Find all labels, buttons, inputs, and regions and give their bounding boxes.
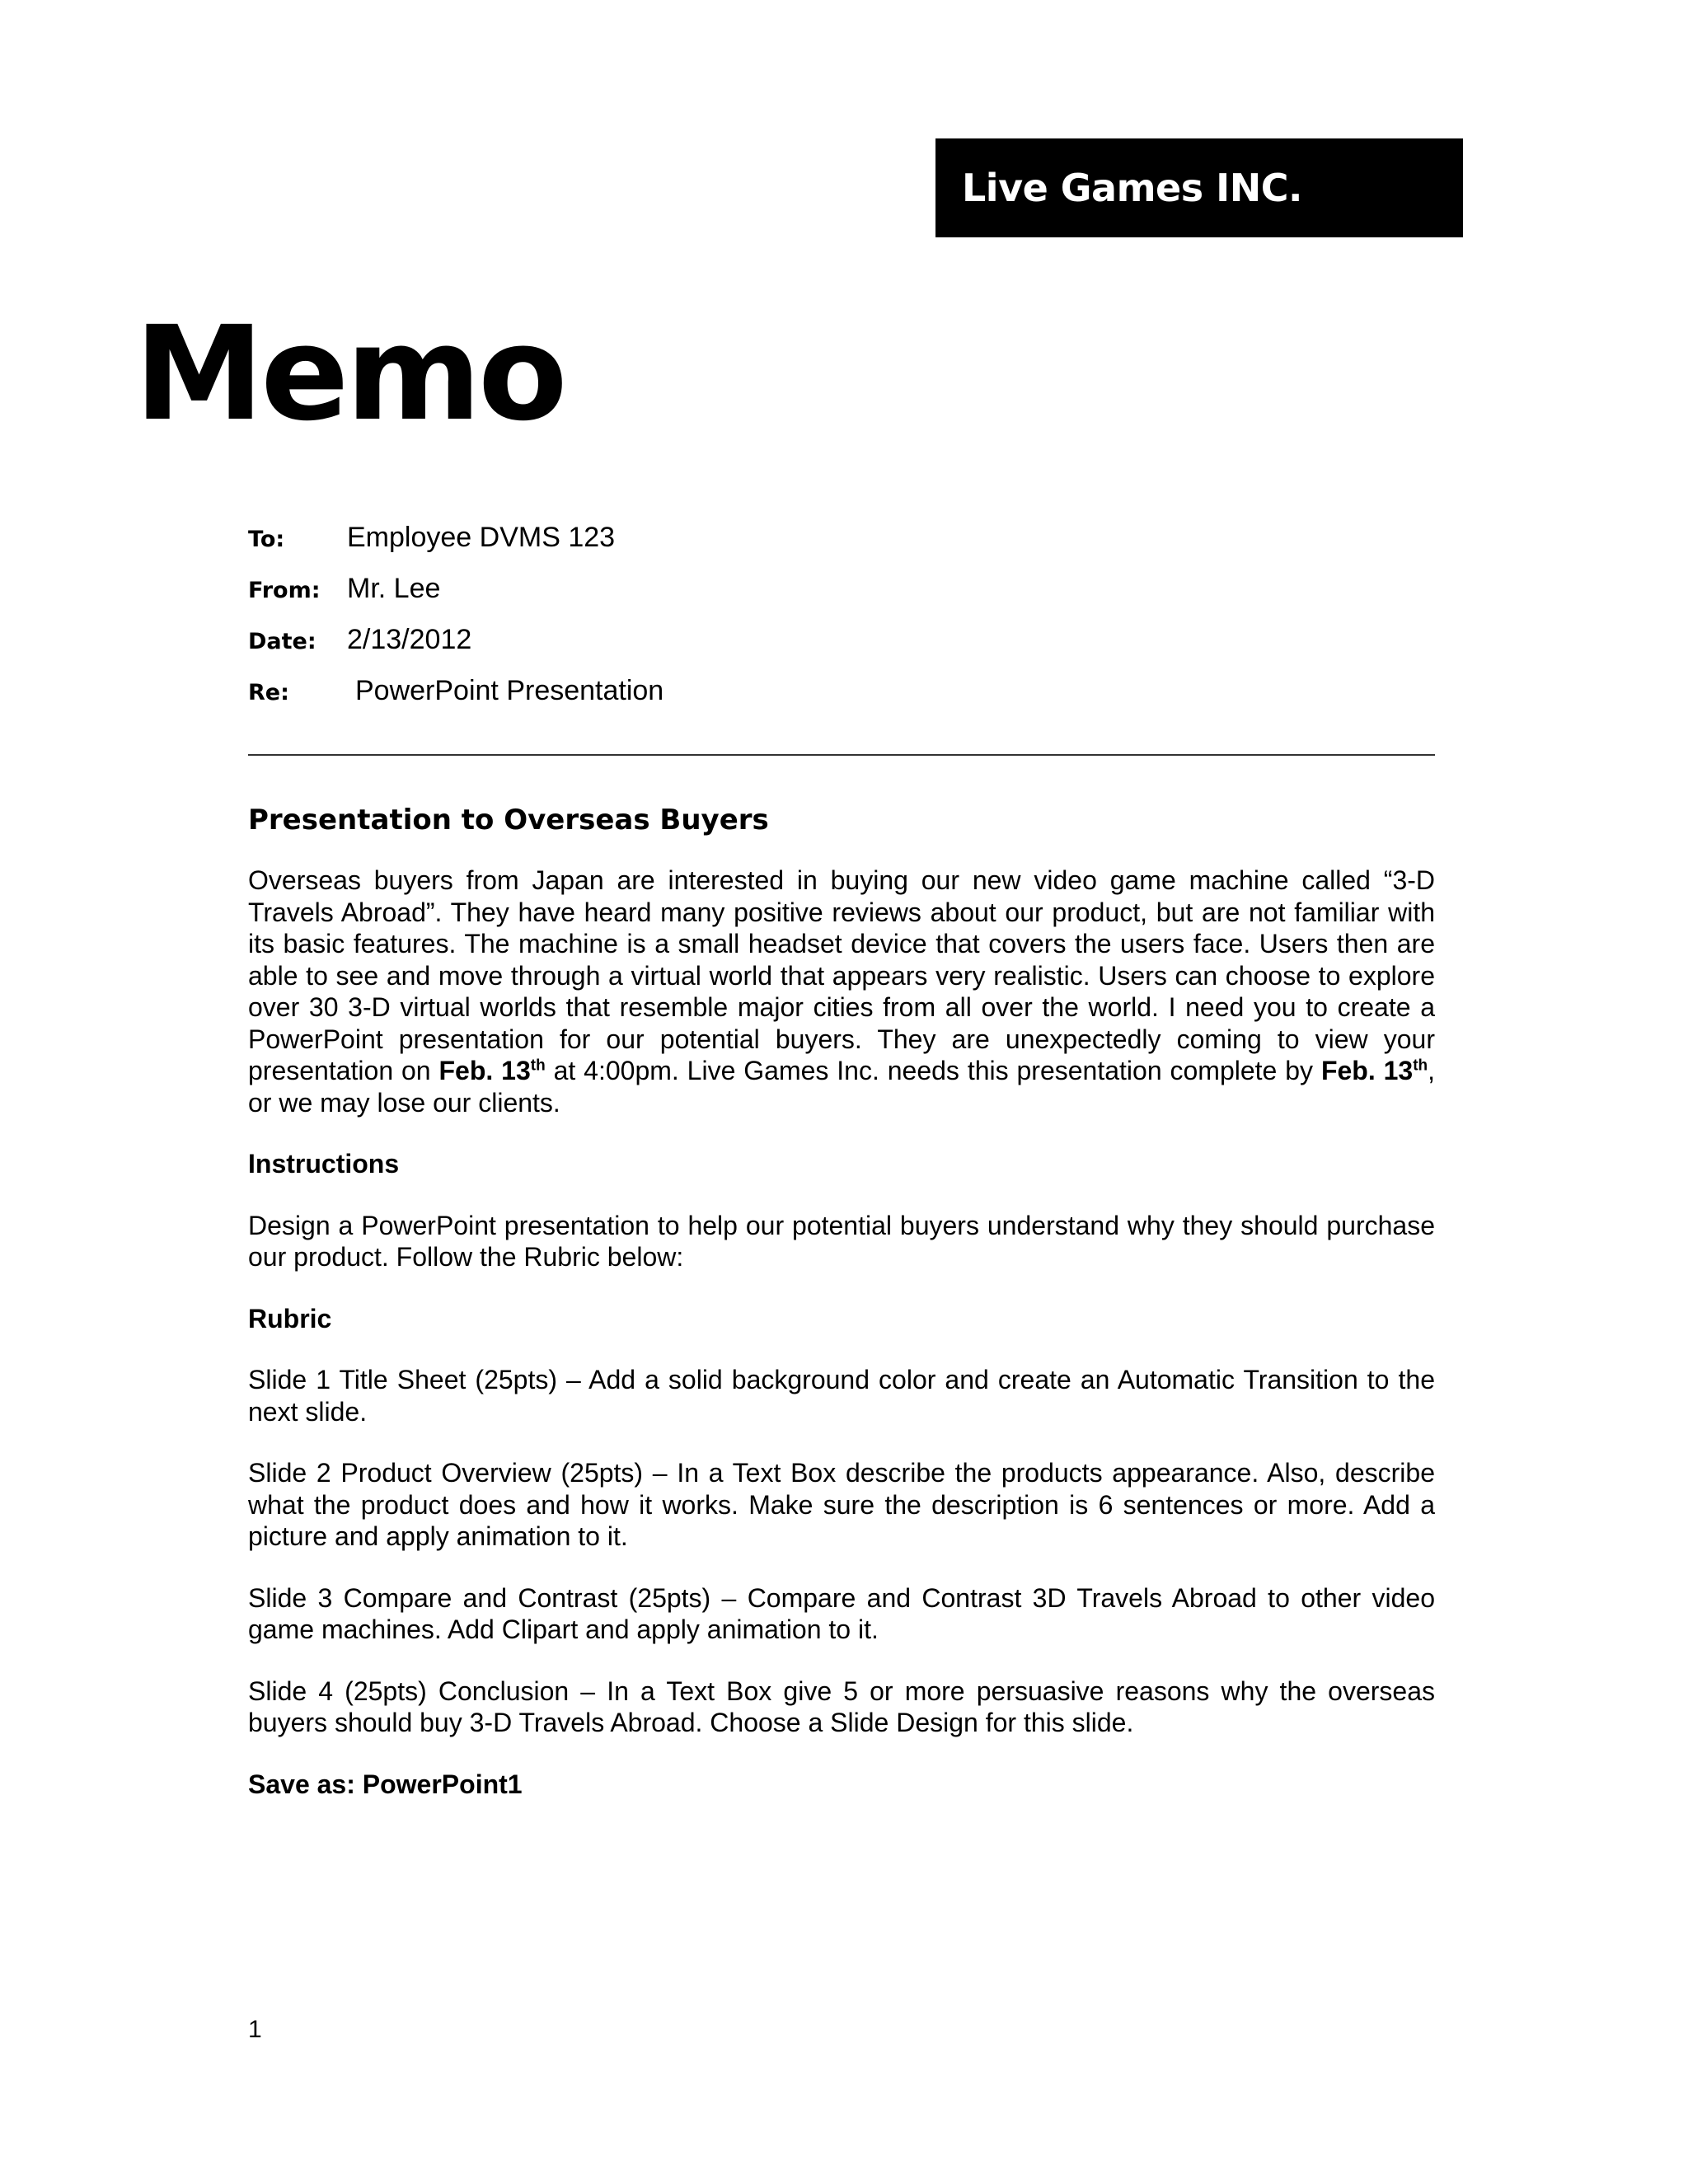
intro-date-1: Feb. 13th <box>438 1056 546 1085</box>
intro-text-2: at 4:00pm. Live Games Inc. needs this presentation complete by <box>545 1056 1321 1085</box>
intro-date-2: Feb. 13th <box>1320 1056 1428 1085</box>
rubric-item-slide-4: Slide 4 (25pts) Conclusion – In a Text Box give 5 or more persuasive reasons why the overseas buyers should buy 3-D Travels Abroad. Choose a Slide Design for this slide. <box>248 1675 1435 1737</box>
save-as-instruction: Save as: PowerPoint1 <box>248 1769 523 1799</box>
date-label: Date: <box>248 629 316 654</box>
re-label: Re: <box>248 680 289 705</box>
instructions-heading: Instructions <box>248 1149 400 1179</box>
rubric-item-slide-1: Slide 1 Title Sheet (25pts) – Add a solid background color and create an Automatic Transition to the next slide. <box>248 1365 1435 1427</box>
from-label: From: <box>248 578 321 603</box>
intro-text-3: , or we may lose our clients. <box>248 1056 1436 1118</box>
date-value: 2/13/2012 <box>347 624 472 655</box>
to-label: To: <box>248 527 285 552</box>
memo-body <box>248 804 1435 1830</box>
to-value: Employee DVMS 123 <box>347 522 616 553</box>
from-value: Mr. Lee <box>347 573 441 604</box>
instructions-paragraph: Design a PowerPoint presentation to help our potential buyers understand why they should purchase our product. Follow the Rubric below: <box>248 1210 1435 1272</box>
company-name: Live Games INC. <box>962 166 1302 210</box>
rubric-item-slide-2: Slide 2 Product Overview (25pts) – In a Text Box describe the products appearance. Also, describe what the product does and how it works. Make sure the description is 6 sentences or more. Add a picture and apply animation to it. <box>248 1458 1435 1551</box>
re-value: PowerPoint Presentation <box>355 675 664 706</box>
intro-paragraph <box>248 865 1435 1118</box>
intro-text-1: Overseas buyers from Japan are interested in buying our new video game machine called “3-D Travels Abroad”. They have heard many positive reviews about our product, but are not familiar with its basic features. The machine is a small headset device that covers the users face. Users then are able to see and move through a virtual world that appears very realistic. Users can choose to explore over 30 3-D virtual worlds that resemble major cities from all over the world. I need you to create a PowerPoint presentation for our potential buyers. They are unexpectedly coming to view your presentation on <box>248 865 1435 1085</box>
company-banner <box>935 138 1463 237</box>
page-number: 1 <box>248 2016 262 2043</box>
rubric-item-slide-3: Slide 3 Compare and Contrast (25pts) – Compare and Contrast 3D Travels Abroad to other video game machines. Add Clipart and apply animation to it. <box>248 1582 1435 1644</box>
rubric-heading: Rubric <box>248 1303 332 1333</box>
header-divider <box>248 754 1435 756</box>
section-heading: Presentation to Overseas Buyers <box>248 804 769 837</box>
memo-title: Memo <box>134 298 565 450</box>
